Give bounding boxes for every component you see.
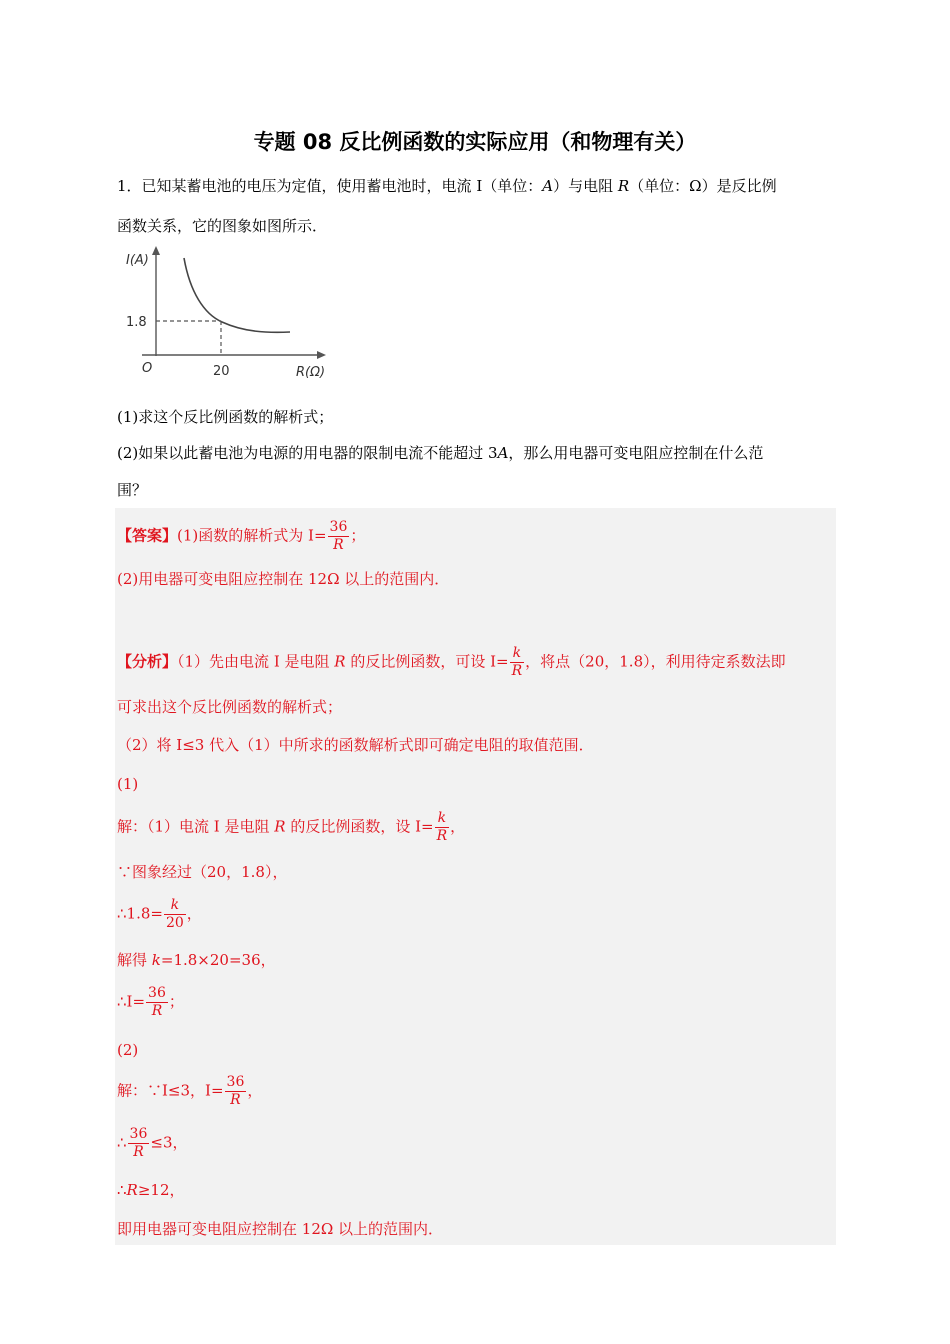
answer-line-1: 【答案】(1)函数的解析式为 I= $\frac{36}{R}$ ； (117, 519, 366, 553)
question-part-2-cont: 围？ (117, 481, 148, 499)
solution-part-2-label: (2) (117, 1041, 139, 1059)
fraction: $\frac{k}{R}$ (436, 810, 448, 844)
analysis-line-1: 【分析】（1）先由电流 I 是电阻 R 的反比例函数，可设 I= $\frac{k}{R}$ ，将点（20，1.8），利用待定系数法即 (117, 645, 786, 679)
solution-part-1-label: (1) (117, 775, 139, 793)
fraction: $\frac{k}{20}$ (165, 897, 184, 931)
question-line-1: 1．已知某蓄电池的电压为定值，使用蓄电池时，电流 I（单位：A）与电阻 R（单位：Ω）是反比例 (117, 177, 777, 195)
y-tick-label: 1.8 (126, 315, 147, 330)
x-tick-label: 20 (213, 364, 230, 379)
answer-line-2: (2)用电器可变电阻应控制在 12Ω 以上的范围内． (117, 570, 450, 588)
analysis-line-2: 可求出这个反比例函数的解析式； (117, 698, 343, 716)
solution-step-3: ∴1.8= $\frac{k}{20}$ ， (117, 897, 202, 931)
fraction: $\frac{36}{R}$ (329, 519, 348, 553)
analysis-line-3: （2）将 I≤3 代入（1）中所求的函数解析式即可确定电阻的取值范围． (117, 736, 594, 754)
question-part-2: (2)如果以此蓄电池为电源的用电器的限制电流不能超过 3A，那么用电器可变电阻应控制在什么范 (117, 444, 764, 462)
x-axis-label: R(Ω) (296, 365, 326, 380)
fraction: $\frac{36}{R}$ (226, 1074, 245, 1108)
answer-tag: 【答案】 (117, 526, 178, 545)
question-part-1: (1)求这个反比例函数的解析式； (117, 408, 334, 426)
solution-step-5: ∴I= $\frac{36}{R}$ ； (117, 985, 184, 1019)
solution-conclusion: 即用电器可变电阻应控制在 12Ω 以上的范围内． (117, 1220, 444, 1238)
inverse-function-graph (120, 244, 340, 394)
solution-step-6: 解：∵I≤3，I= $\frac{36}{R}$ ， (117, 1074, 263, 1108)
y-axis-arrow (152, 246, 160, 255)
solution-step-2: ∵图象经过（20，1.8）， (117, 863, 288, 881)
page-title: 专题 08 反比例函数的实际应用（和物理有关） (253, 130, 697, 154)
analysis-tag: 【分析】 (117, 652, 178, 671)
fraction: $\frac{k}{R}$ (511, 645, 523, 679)
solution-step-4: 解得 k=1.8×20=36， (117, 951, 276, 969)
question-line-2: 函数关系，它的图象如图所示． (117, 217, 328, 235)
fraction: $\frac{36}{R}$ (148, 985, 166, 1019)
fraction: $\frac{36}{R}$ (129, 1126, 148, 1160)
y-axis-label: I(A) (126, 253, 149, 268)
solution-step-8: ∴R≥12， (117, 1181, 185, 1199)
origin-label: O (142, 361, 153, 376)
solution-step-1: 解：（1）电流 I 是电阻 R 的反比例函数，设 I= $\frac{k}{R}$ ， (117, 810, 466, 844)
solution-step-7: ∴ $\frac{36}{R}$ ≤3， (117, 1126, 188, 1160)
x-axis-arrow (317, 351, 326, 359)
